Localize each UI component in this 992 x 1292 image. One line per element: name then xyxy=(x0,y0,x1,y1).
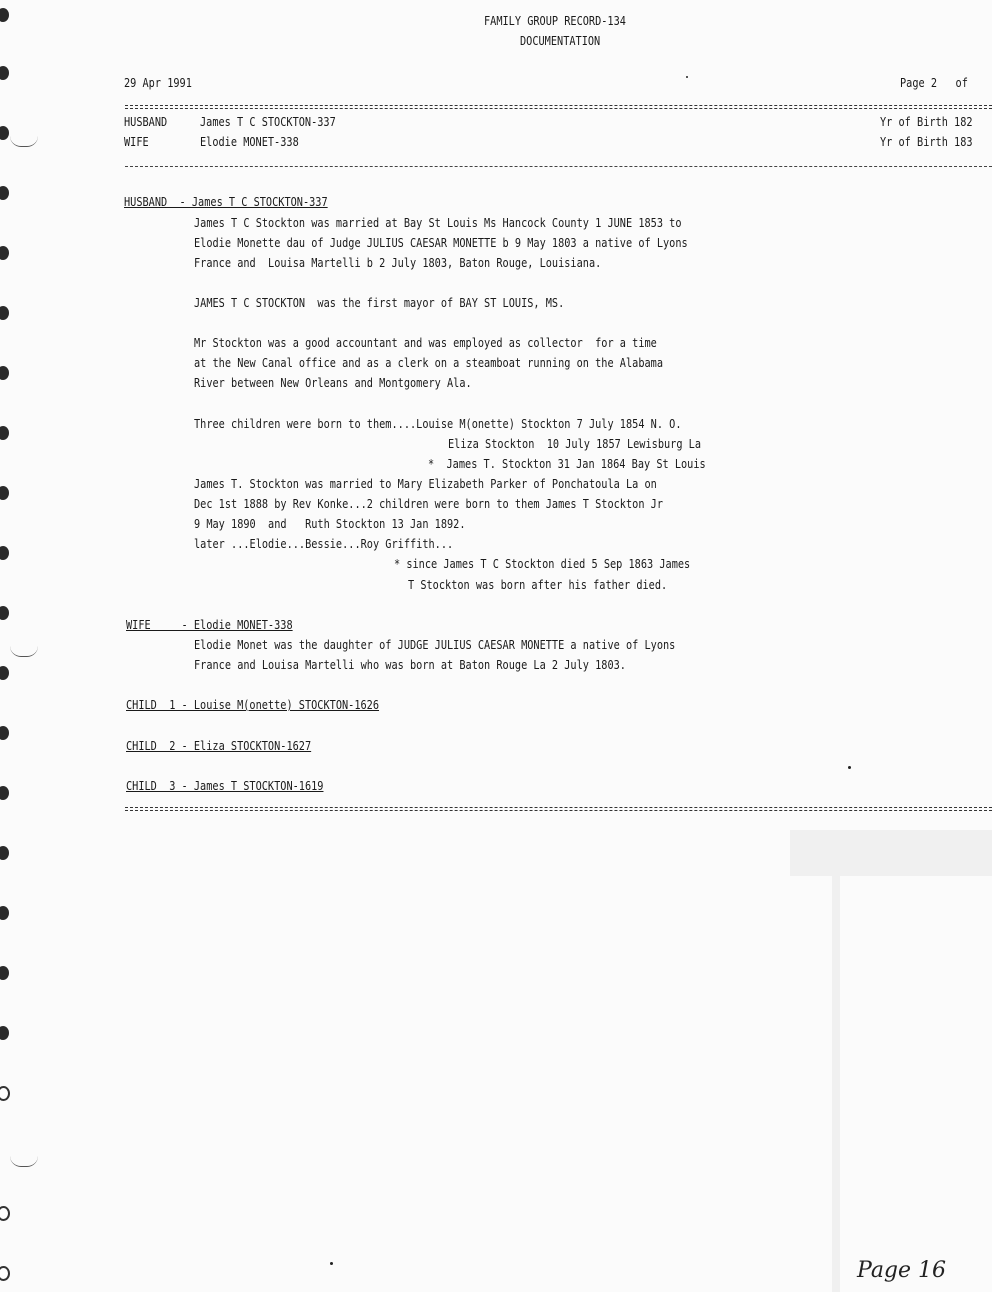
double-rule xyxy=(125,105,992,109)
wife-note-line: Elodie Monet was the daughter of JUDGE JULIUS CAESAR MONETTE a native of Lyons xyxy=(194,637,676,652)
husband-note-line: JAMES T C STOCKTON was the first mayor of BAY ST LOUIS, MS. xyxy=(194,295,565,310)
binder-hole xyxy=(0,1266,10,1281)
husband-note-line: Three children were born to them....Louise M(onette) Stockton 7 July 1854 N. O. xyxy=(194,416,682,431)
binder-hole xyxy=(0,426,9,440)
child-heading: CHILD 3 - James T STOCKTON-1619 xyxy=(126,778,324,793)
binder-hole xyxy=(0,246,9,260)
husband-heading: HUSBAND - James T C STOCKTON-337 xyxy=(124,194,328,209)
husband-note-line: Eliza Stockton 10 July 1857 Lewisburg La xyxy=(448,436,702,451)
wife-label: WIFE xyxy=(124,134,149,149)
single-rule xyxy=(125,166,992,167)
husband-note-line: * since James T C Stockton died 5 Sep 1863 James xyxy=(394,556,691,571)
binder-hole xyxy=(0,786,9,800)
scan-shadow xyxy=(790,830,992,876)
husband-note-line: later ...Elodie...Bessie...Roy Griffith... xyxy=(194,536,454,551)
binder-hole xyxy=(0,726,9,740)
scan-speck xyxy=(686,76,688,78)
husband-name: James T C STOCKTON-337 xyxy=(200,114,336,129)
husband-note-line: * James T. Stockton 31 Jan 1864 Bay St Louis xyxy=(428,456,706,471)
husband-note-line: at the New Canal office and as a clerk on a steamboat running on the Alabama xyxy=(194,355,664,370)
scan-shadow xyxy=(832,876,840,1292)
child-heading: CHILD 1 - Louise M(onette) STOCKTON-1626 xyxy=(126,697,380,712)
binder-hole xyxy=(0,486,9,500)
binder-hole xyxy=(0,906,9,920)
husband-note-line: James T C Stockton was married at Bay St Louis Ms Hancock County 1 JUNE 1853 to xyxy=(194,215,682,230)
wife-note-line: France and Louisa Martelli who was born at Baton Rouge La 2 July 1803. xyxy=(194,657,626,672)
husband-note-line: T Stockton was born after his father died. xyxy=(408,577,668,592)
husband-birth-year: Yr of Birth 182 xyxy=(880,114,973,129)
scan-speck xyxy=(848,766,851,769)
page-number: Page 2 of xyxy=(900,75,968,90)
binder-hole xyxy=(0,846,9,860)
binder-hole xyxy=(0,546,9,560)
paper-curl xyxy=(10,646,38,657)
paper-curl xyxy=(10,1156,38,1167)
binder-hole xyxy=(0,366,9,380)
binder-hole xyxy=(0,1206,10,1221)
binder-hole xyxy=(0,666,9,680)
wife-name: Elodie MONET-338 xyxy=(200,134,299,149)
record-date: 29 Apr 1991 xyxy=(124,75,192,90)
handwritten-page-note: Page 16 xyxy=(857,1258,947,1283)
husband-note-line: River between New Orleans and Montgomery Ala. xyxy=(194,375,472,390)
husband-note-line: Dec 1st 1888 by Rev Konke...2 children were born to them James T Stockton Jr xyxy=(194,496,664,511)
husband-note-line: James T. Stockton was married to Mary Elizabeth Parker of Ponchatoula La on xyxy=(194,476,657,491)
binder-hole xyxy=(0,306,9,320)
husband-note-line: Mr Stockton was a good accountant and was employed as collector for a time xyxy=(194,335,657,350)
binder-hole xyxy=(0,1026,9,1040)
double-rule xyxy=(125,807,992,811)
binder-hole xyxy=(0,66,9,80)
binder-hole xyxy=(0,966,9,980)
record-title: FAMILY GROUP RECORD-134 xyxy=(484,13,626,28)
binder-hole xyxy=(0,186,9,200)
scan-speck xyxy=(330,1262,333,1265)
binder-hole xyxy=(0,606,9,620)
paper-curl xyxy=(10,136,38,147)
child-heading: CHILD 2 - Eliza STOCKTON-1627 xyxy=(126,738,312,753)
husband-note-line: Elodie Monette dau of Judge JULIUS CAESAR MONETTE b 9 May 1803 a native of Lyons xyxy=(194,235,688,250)
husband-note-line: France and Louisa Martelli b 2 July 1803, Baton Rouge, Louisiana. xyxy=(194,255,602,270)
record-subtitle: DOCUMENTATION xyxy=(520,33,601,48)
binder-hole xyxy=(0,1086,10,1101)
binder-hole xyxy=(0,126,9,140)
husband-label: HUSBAND xyxy=(124,114,168,129)
wife-birth-year: Yr of Birth 183 xyxy=(880,134,973,149)
wife-heading: WIFE - Elodie MONET-338 xyxy=(126,617,293,632)
binder-hole xyxy=(0,8,9,22)
husband-note-line: 9 May 1890 and Ruth Stockton 13 Jan 1892. xyxy=(194,516,466,531)
